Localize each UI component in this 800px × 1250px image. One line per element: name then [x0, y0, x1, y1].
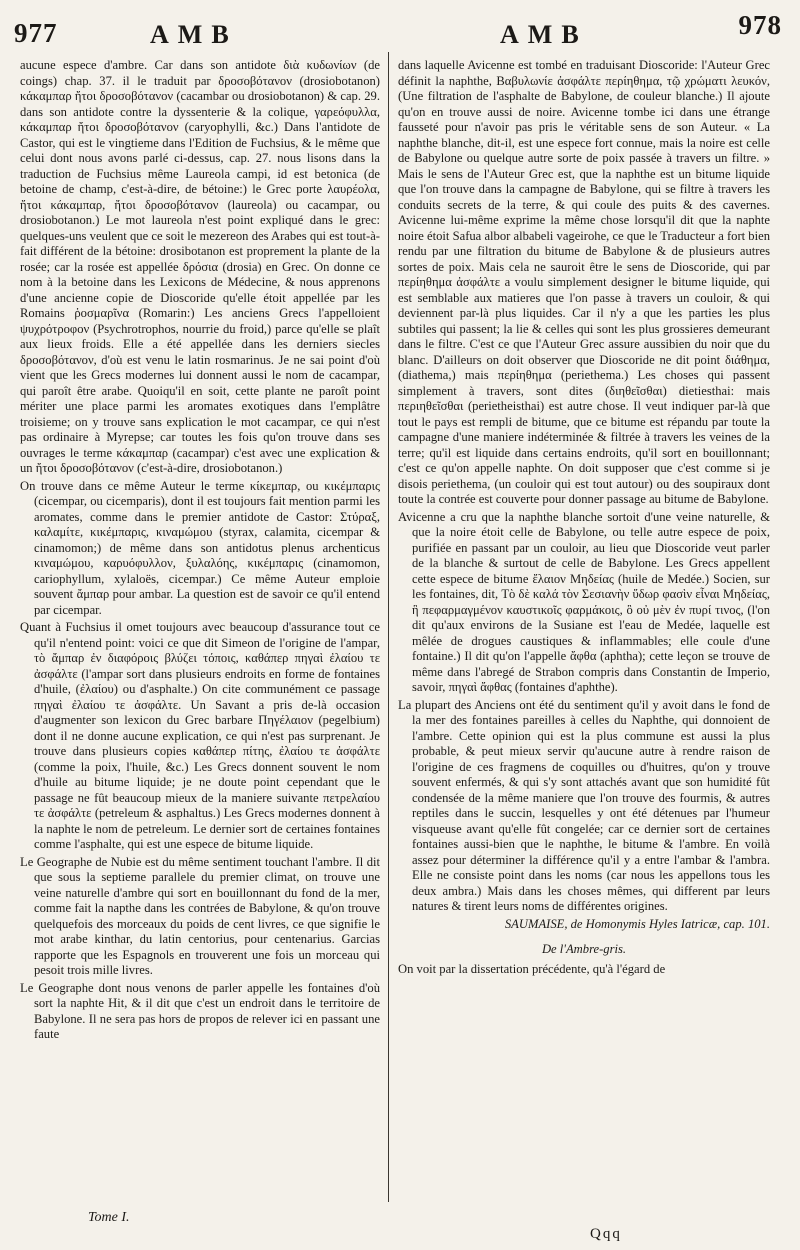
- left-column: [20, 58, 380, 1045]
- page-number-left: 977: [14, 18, 58, 48]
- page-number-right: 978: [738, 10, 782, 40]
- paragraph: On trouve dans ce même Auteur le terme κίκεμπαρ, ou κικέμπαρις (cicempar, ou cicemparis), dont il est toujours fait mention parmi les aromates, comme dans le premier antidote de Castor: Στύραξ, καλαμίτε, κικέμπαρις, κιναμώμου (styrax, calamita, cicempar & cinamomon;) de même dans son antidotus plenus archenticus κιναμώμου, καρυόφυλλον, ξυλαλόης, κικέμπαρις (cinamomon, cariophyllum, xylaloës, cicempar.) Ce même Auteur emploie souvent ἄμπαρ pour ambar. La question est de savoir ce qu'il entend par cicempar.: [20, 478, 380, 617]
- volume-label: Tome I.: [88, 1210, 130, 1225]
- running-head-right: AMB: [500, 20, 588, 49]
- column-divider: [388, 52, 389, 1202]
- paragraph: dans laquelle Avicenne est tombé en traduisant Dioscoride: l'Auteur Grec définit la naphthe, Βαβυλωνίε ἀσφάλτε περίηθημα, τῷ χρώματι λευκόν, (Une filtration de l'asphalte de Babylone, de couleur blanche.) Il ajoute qu'on en trouve aussi de noire. Avicenne tombe ici dans une étrange fausseté pour n'avoir pas pris le véritable sens de son Auteur. « La naphthe blanche, dit-il, est une espece fort connue, mais la noire est celle de Babylone ou quelque autre sorte de poix passée à travers un filtre. » Mais le sens de l'Auteur Grec est, que la naphthe est un bitume liquide que l'on trouve dans la campagne de Babylone, qui se filtre à travers les conduits secrets de la terre, & qui coule des puits & des cavernes. Avicenne lui-même exprime la même chose lorsqu'il dit que la naphte noire étoit Safua albor albabeli vageirohe, ce que le Traducteur a fort bien rendu par une filtration du bitume de Babylone & de plusieurs autres sortes de poix. Mais cela ne sauroit être le sens de Dioscoride, qui par περίηθημα ἀσφάλτε a voulu simplement designer le bitume liquide, qui est semblable aux matieres que l'on passe à travers un couloir, & qui deviennent par-là plus liquides. Car il n'y a que les parties les plus subtiles qui passent; la lie & celles qui sont les plus grossieres demeurant dans le filtre. C'est ce que l'Auteur Grec assure aussibien du noir que du blanc. D'ailleurs on doit observer que Dioscoride ne dit point διάθημα, (diathema,) mais περίηθημα (periethema.) Les choses qui passent simplement à travers, sont dites (διηθεῖσθαι) dietiesthai: mais περιηθεῖσθαι (perietheisthai) est autre chose. Il veut indiquer par-là que tout le pays est rempli de bitume, que ce bitume est répandu par toute la campagne d'une maniere indéterminée & filtrée à travers les veines de la terre; qu'il est liquide dans certains endroits, qu'il sort en bouillonnant; c'est ce qu'on appelle naphte. On doit supposer que c'est comme si je disois periethema, (un couloir qui est tout autour) ou des soupiraux dont toute la contrée est couverte pour donner passage au bitume de Babylone.: [398, 58, 770, 506]
- paragraph: Quant à Fuchsius il omet toujours avec beaucoup d'assurance tout ce qu'il n'entend point: voici ce que dit Simeon de l'origine de l'ampar, τὸ ἄμπαρ ἐν διαφόροις βλύζει τόποις, καθάπερ πηγαὶ ἐλαίου τε ἀσφάλτε (l'ampar sort dans plusieurs endroits en forme de fontaines d'huile, (ἐλαίου) ou d'asphalte.) On cite communément ce passage πηγαὶ ἐλαίου τε ἀσφάλτε. Un Savant a pris de-là occasion d'augmenter son lexicon du Grec barbare Πηγέλαιον (pegelbium) dont il ne donne aucune explication, ce qui n'est pas surprenant. Je trouve dans plusieurs copies καθάπερ πίτης, ἐλαίου τε ἀσφάλτε (comme la poix, l'huile, &c.) Les Grecs donnent souvent le nom d'huile au bitume liquide; je ne doute point cependant que le passage ne fût beaucoup mieux de la maniere suivante πετρελαίου τε ἀσφάλτε (petreleum & asphaltus.) Les Grecs modernes donnent à la naphte le nom de petreleum. Le dernier sort de certaines fontaines comme l'asphalte, qui est une espece de bitume liquide.: [20, 620, 380, 851]
- paragraph: On voit par la dissertation précédente, qu'à l'égard de: [398, 961, 666, 976]
- paragraph: La plupart des Anciens ont été du sentiment qu'il y avoit dans le fond de la mer des fontaines pareilles à celles du Naphthe, qui donnoient de l'ambre. Cette opinion qui est la plus commune est aussi la plus probable, & peut mieux servir qu'aucune autre à rendre raison de l'origine de ces fragmens de coquilles ou d'huitres, qu'on y trouve souvent enfermés, & qui s'y sont attachés avant que son humidité fût condensée de la même maniere que l'on trouve des fourmis, & autres reptiles dans le succin, lesquelles y ont été détenues par l'humeur visqueuse avant qu'elle fût congelée; car ce dernier sort de certaines fontaines aussi-bien que le naphthe, le bitume & l'ambre. En voilà assez pour déterminer la différence qu'il y a entre l'ambar & l'ambra. Elle ne consiste point dans les noms (car nous les appellons tous les deux ambra.) Mais dans les choses mêmes, qui different par leurs natures & tirent leurs noms de différentes origines.: [398, 697, 770, 913]
- right-column: [398, 58, 770, 979]
- running-head-left: AMB: [150, 20, 238, 49]
- section-heading: De l'Ambre-gris.: [541, 942, 627, 956]
- signature-mark: Qqq: [590, 1226, 622, 1242]
- paragraph: Le Geographe de Nubie est du même sentiment touchant l'ambre. Il dit que sous la septieme parallele du premier climat, on trouve une veine naturelle d'ambre qui sort en bouillonnant du fond de la mer, comme fait la napthe dans les contrées de Babylone, & qu'on trouve quelquefois des morceaux du poids de cent livres, ce que signifie le mot arabe kinthar, du latin centorius, pour centenarius. Garcias rapporte que les Espagnols en trouverent une fois un morceau qui pesoit trois mille livres.: [20, 854, 380, 977]
- paragraph: Avicenne a cru que la naphthe blanche sortoit d'une veine naturelle, & que la noire étoit celle de Babylone, ou telle autre espece de poix, purifiée en passant par un couloir, au lieu que Dioscoride veut parler de la blanche & surtout de celle de Babylone. Les Grecs appellent cette espece de bitume ἔλαιον Μηδείας (huile de Medée.) Socien, sur les fontaines, dit, Τὸ δὲ καλά τὸν Σεσιανὴν ὕδωρ φασὶν εἶναι Μηδείας, ἣ πεφαρμαγμένον καυστικοῖς φαρμάκοις, ὃ οὐ μὲν ἐν πυρί τινος, (l'on dit qu'aux environs de la Susiane est l'eau de Medée, laquelle est mêlée de drogues caustiques & inflammables; elle coule d'une fontaine.) Il dit qu'on l'appelle ἄφθα (aphtha); cette leçon se trouve de même dans l'abregé de Strabon compris dans Constantin de Imperio, savoir, πηγαὶ ἄφθας (fontaines d'aphthe).: [398, 509, 770, 694]
- paragraph: aucune espece d'ambre. Car dans son antidote διὰ κυδωνίων (de coings) chap. 37. il le traduit par δροσοβότανον (drosiobotanon) κάκαμπαρ ἤτοι δροσοβότανον (cacambar ou drosiobotanon) & cap. 29. dans son antidote contre la dyssenterie & la colique, γαρεόφυλλα, κάκαμπαρ ἤτοι δροσοβότανον (caryophylli, &c.) Dans l'antidote de Castor, qui est le vingtieme dans l'Edition de Fuchsius, & le même que celui dont nous avons parlé ci-dessus, cap. 27. nous lisons dans la traduction de Fuchsius même Laureola campi, id est betonica (de betoine de champ, c'est-à-dire, de bétoine:) le Grec porte λαυρέολα, ἤτοι κάκαμπαρ, ἤτοι δροσοβότανον (laureola) ou cacampar, ou drosiobotanon.) Le mot laureola n'est point expliqué dans le grec: quelques-uns veulent que ce soit le mezereon des Arabes qui est tout-à-fait différent de la bétoine: drosibotanon est proprement la plante de la rosée; car la rosée est appellée δρόσια (drosia) en Grec. On donne ce nom à la betoine dans les Lexicons de Médecine, & nous apprenons d'une ancienne copie de Dioscoride qu'elle étoit appellée par les Romains ῥοσμαρῖνα (Romarin:) Les anciens Grecs l'appelloient ψυχρότροφον (Psychrotrophos, nourrie du froid,) parce qu'elle se plaît aux lieux froids. Elle a été appellée dans les derniers siecles δροσοβότανον, d'où est venu le latin rosmarinus. Je ne sai point d'où vient que les Grecs modernes lui donnent aussi le nom de cacampar, qui paroît être arabe. Quoiqu'il en soit, cette plante ne paroît point mériter une place parmi les aromates exotiques dans l'emplâtre troisieme; on y trouve sans explication le mot cacampar, ce qui n'est pas ordinaire à Myrepse; car toutes les fois qu'on trouve dans ses ouvrages le terme κάκαμπαρ (cacampar) c'est avec une explication & un ἤτοι δροσοβότανον (c'est-à-dire, drosiobotanon.): [20, 58, 380, 475]
- author-signature: SAUMAISE, de Homonymis Hyles Iatricæ, cap. 101.: [504, 916, 770, 931]
- paragraph: Le Geographe dont nous venons de parler appelle les fontaines d'où sort la naphte Hit, & il dit que c'est un endroit dans le territoire de Babylone. Il ne sera pas hors de propos de relever ici en passant une faute: [20, 980, 380, 1041]
